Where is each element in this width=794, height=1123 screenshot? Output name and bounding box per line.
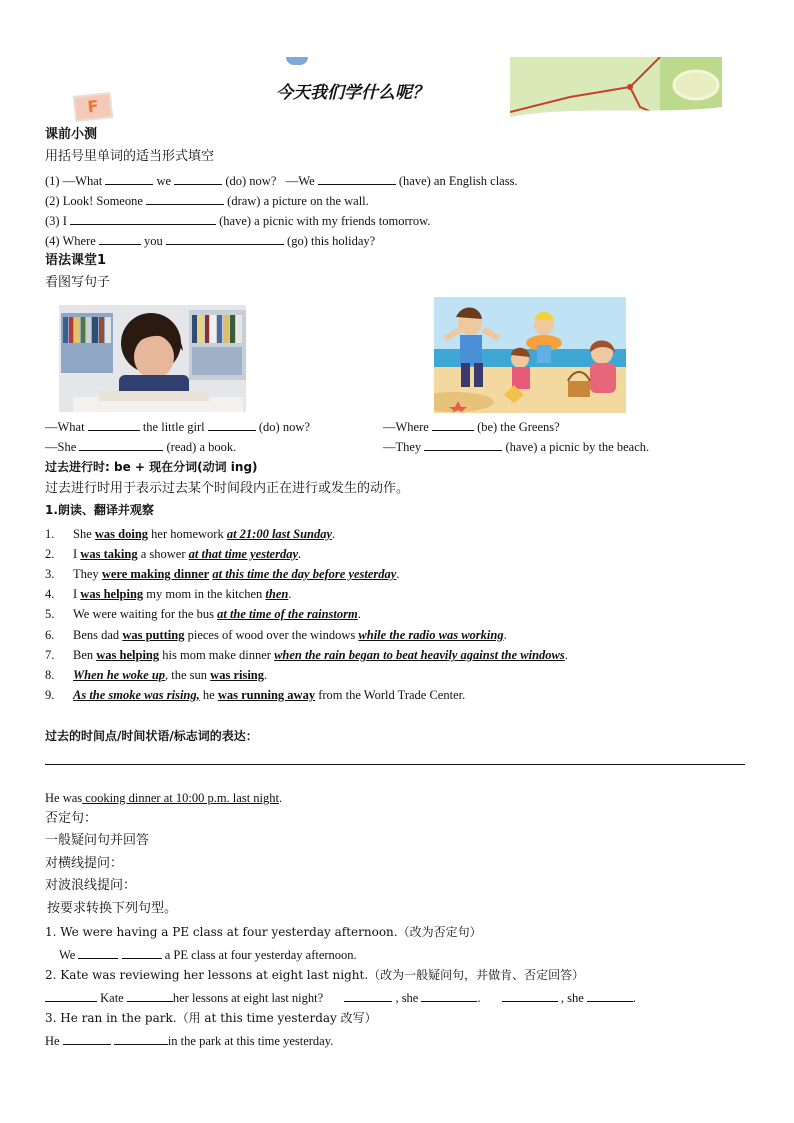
negative-label: 否定句： xyxy=(45,811,98,826)
answer-blank[interactable] xyxy=(174,172,222,185)
answer-blank[interactable] xyxy=(166,232,284,245)
answer-blank[interactable] xyxy=(45,989,97,1002)
exercise-1-answer: We a PE class at four yesterday afternoon. xyxy=(59,948,357,962)
answer-blank[interactable] xyxy=(424,438,502,451)
answer-blank[interactable] xyxy=(587,989,633,1002)
answer-blank[interactable] xyxy=(99,232,141,245)
transform-example: He was cooking dinner at 10:00 p.m. last night. xyxy=(45,791,283,805)
example-sentence-9: 9. As the smoke was rising, he was running away from the World Trade Center. xyxy=(45,688,466,702)
picture2-q2: —They (have) a picnic by the beach. xyxy=(383,440,650,454)
grammar-heading: 语法课堂1 xyxy=(45,253,107,268)
answer-blank[interactable] xyxy=(79,438,163,451)
header-banner xyxy=(510,57,722,120)
grammar-instruction: 看图写句子 xyxy=(45,275,111,290)
answer-blank[interactable] xyxy=(344,989,392,1002)
banner-art xyxy=(510,57,722,120)
warmup-q2: (2) Look! Someone (draw) a picture on the wall. xyxy=(45,194,369,208)
answer-blank[interactable] xyxy=(146,192,224,205)
rule-title: 过去进行时: be + 现在分词(动词 ing) xyxy=(45,460,258,474)
exercise-3-question: 3. He ran in the park.（用 at this time yesterday 改写） xyxy=(45,1011,377,1025)
answer-blank[interactable] xyxy=(421,989,477,1002)
yesno-label: 一般疑问句并回答 xyxy=(45,833,150,848)
example-sentence-4: 4. I was helping my mom in the kitchen then. xyxy=(45,587,292,601)
exercise-1-question: 1. We were having a PE class at four yesterday afternoon.（改为否定句） xyxy=(45,925,482,939)
answer-blank[interactable] xyxy=(127,989,173,1002)
exercise-2-answer: Kate her lessons at eight last night? , she . , she . xyxy=(45,989,636,1006)
picture1-q2: —She (read) a book. xyxy=(45,440,237,454)
rule-description: 过去进行时用于表示过去某个时间段内正在进行或发生的动作。 xyxy=(45,481,410,496)
answer-blank[interactable] xyxy=(114,1032,168,1045)
answer-blank[interactable] xyxy=(88,418,140,431)
exercise-3-answer: He in the park at this time yesterday. xyxy=(45,1034,334,1048)
answer-blank[interactable] xyxy=(502,989,558,1002)
letter-f-icon: F xyxy=(73,92,114,122)
answer-blank[interactable] xyxy=(63,1032,111,1045)
picture1-q1: —What the little girl (do) now? xyxy=(45,420,310,434)
example-sentence-1: 1. She was doing her homework at 21:00 last Sunday. xyxy=(45,527,336,541)
warmup-q3: (3) I (have) a picnic with my friends tomorrow. xyxy=(45,214,431,228)
answer-blank[interactable] xyxy=(122,946,162,959)
answer-blank[interactable] xyxy=(208,418,256,431)
answer-blank[interactable] xyxy=(432,418,474,431)
warmup-q1: (1) —What we (do) now? —We (have) an English class. xyxy=(45,174,518,188)
example-sentence-7: 7. Ben was helping his mom make dinner when the rain began to beat heavily against the windows. xyxy=(45,648,568,662)
example-sentence-8: 8. When he woke up, the sun was rising. xyxy=(45,668,268,682)
answer-line[interactable] xyxy=(45,764,745,765)
picnic-beach-image xyxy=(434,297,626,413)
picture2-q1: —Where (be) the Greens? xyxy=(383,420,560,434)
answer-blank[interactable] xyxy=(70,212,216,225)
example-sentence-2: 2. I was taking a shower at that time yesterday. xyxy=(45,547,302,561)
warmup-q4: (4) Where you (go) this holiday? xyxy=(45,234,376,248)
wavy-line-question-label: 对波浪线提问： xyxy=(45,878,137,893)
answer-blank[interactable] xyxy=(318,172,396,185)
time-expression-label: 过去的时间点/时间状语/标志词的表达： xyxy=(45,729,258,743)
girl-reading-image xyxy=(59,305,246,412)
example-sentence-3: 3. They were making dinner at this time the day before yesterday. xyxy=(45,567,400,581)
warmup-heading: 课前小测 xyxy=(45,127,98,142)
page-title: 今天我们学什么呢？ xyxy=(276,83,429,103)
rule-subheading: 1.朗读、翻译并观察 xyxy=(45,503,154,517)
example-sentence-5: 5. We were waiting for the bus at the time of the rainstorm. xyxy=(45,607,361,621)
warmup-instruction: 用括号里单词的适当形式填空 xyxy=(45,149,215,164)
exercise-2-question: 2. Kate was reviewing her lessons at eight last night.（改为一般疑问句，并做肯、否定回答） xyxy=(45,968,585,982)
answer-blank[interactable] xyxy=(78,946,118,959)
example-sentence-6: 6. Bens dad was putting pieces of wood over the windows while the radio was working. xyxy=(45,628,507,642)
exercise-heading: 按要求转换下列句型。 xyxy=(47,901,178,916)
straight-line-question-label: 对横线提问： xyxy=(45,856,124,871)
answer-blank[interactable] xyxy=(105,172,153,185)
header-paper-clip-icon xyxy=(286,57,308,65)
